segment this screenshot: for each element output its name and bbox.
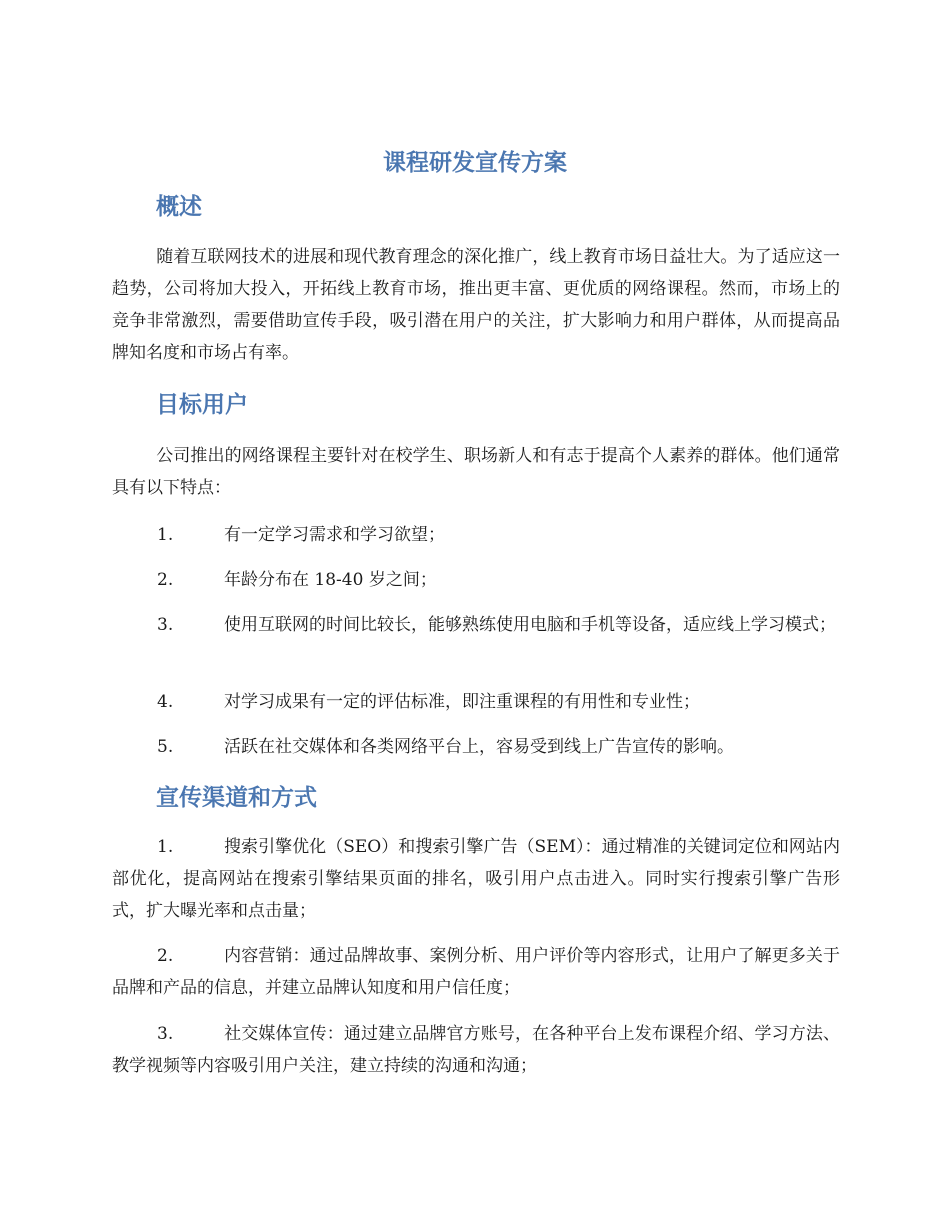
list-item-text: 使用互联网的时间比较长，能够熟练使用电脑和手机等设备，适应线上学习模式； [224, 615, 836, 635]
list-item-number: 2. [157, 570, 174, 590]
list-item-text: 搜索引擎优化（SEO）和搜索引擎广告（SEM）：通过精准的关键词定位和网站内部优化，提高网站在搜索引擎结果页面的排名，吸引用户点击进入。同时实行搜索引擎广告形式，扩大曝光率和点击量； [112, 837, 840, 921]
list-item-number: 3. [157, 1024, 174, 1044]
list-item-number: 4. [157, 692, 174, 712]
list-item-text: 对学习成果有一定的评估标准，即注重课程的有用性和专业性； [224, 692, 700, 712]
list-item [112, 831, 840, 927]
list-item-text: 有一定学习需求和学习欲望； [224, 525, 445, 545]
list-item [112, 731, 840, 763]
list-item-number: 1. [157, 525, 174, 545]
list-item-text: 年龄分布在 18-40 岁之间； [224, 570, 437, 590]
document-title: 课程研发宣传方案 [383, 150, 567, 176]
overview-paragraph: 随着互联网技术的进展和现代教育理念的深化推广，线上教育市场日益壮大。为了适应这一趋势，公司将加大投入，开拓线上教育市场，推出更丰富、更优质的网络课程。然而，市场上的竞争非常激烈，需要借助宣传手段，吸引潜在用户的关注，扩大影响力和用户群体，从而提高品牌知名度和市场占有率。 [112, 247, 840, 363]
list-item-number: 5. [157, 737, 174, 757]
section-heading-channels: 宣传渠道和方式 [156, 785, 317, 811]
list-item [112, 609, 840, 641]
list-item-text: 内容营销：通过品牌故事、案例分析、用户评价等内容形式，让用户了解更多关于品牌和产品的信息，并建立品牌认知度和用户信任度； [112, 946, 840, 998]
section-heading-overview: 概述 [156, 194, 202, 220]
list-item-text: 活跃在社交媒体和各类网络平台上，容易受到线上广告宣传的影响。 [224, 737, 734, 757]
list-item-text: 社交媒体宣传：通过建立品牌官方账号，在各种平台上发布课程介绍、学习方法、教学视频等内容吸引用户关注，建立持续的沟通和沟通； [112, 1024, 840, 1076]
list-item [112, 519, 840, 551]
list-item [112, 564, 840, 596]
list-item [112, 686, 840, 718]
list-item [112, 940, 840, 1004]
target-users-paragraph: 公司推出的网络课程主要针对在校学生、职场新人和有志于提高个人素养的群体。他们通常具有以下特点： [112, 446, 840, 498]
list-item [112, 1018, 840, 1082]
list-item-number: 2. [157, 946, 174, 966]
section-heading-target-users: 目标用户 [156, 392, 248, 418]
list-item-number: 1. [157, 837, 174, 857]
list-item-number: 3. [157, 615, 174, 635]
